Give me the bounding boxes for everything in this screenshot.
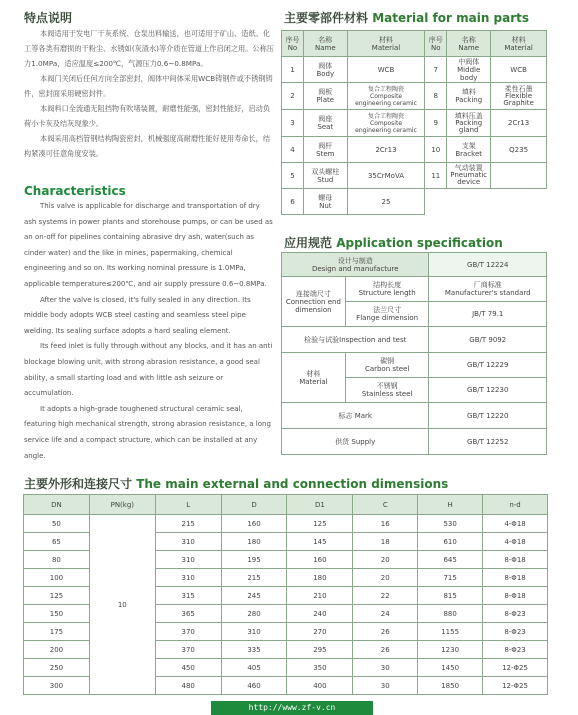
application-title bbox=[284, 234, 503, 251]
table-row bbox=[282, 163, 547, 189]
header-no: 序号 No bbox=[282, 31, 304, 57]
header-no: 序号 No bbox=[425, 31, 447, 57]
table-row bbox=[282, 353, 547, 378]
part-material: WCB bbox=[491, 57, 547, 83]
table-row bbox=[282, 429, 547, 455]
cell-d1: 270 bbox=[287, 623, 353, 641]
cell-dn: 80 bbox=[24, 551, 90, 569]
cell-h: 1850 bbox=[418, 677, 483, 695]
spec-label: 供货 Supply bbox=[282, 429, 429, 455]
cell-nd: 8-Φ23 bbox=[483, 623, 548, 641]
cell-c: 16 bbox=[353, 515, 418, 533]
footer-url[interactable]: http://www.zf-v.cn bbox=[211, 701, 373, 715]
part-no: 1 bbox=[282, 57, 304, 83]
empty-cell bbox=[425, 189, 447, 215]
part-material: Q235 bbox=[491, 137, 547, 163]
cell-l: 310 bbox=[155, 569, 221, 587]
materials-table bbox=[281, 30, 547, 215]
empty-cell bbox=[447, 189, 491, 215]
cell-d: 215 bbox=[221, 569, 287, 587]
cell-d1: 240 bbox=[287, 605, 353, 623]
cell-d: 180 bbox=[221, 533, 287, 551]
cell-c: 20 bbox=[353, 551, 418, 569]
cell-d1: 350 bbox=[287, 659, 353, 677]
characteristics-paragraph: This valve is applicable for discharge and transportation of dry ash systems in power plants and storehouse pumps, or can be used as an on-off for pipelines containing abrasive dry ash, water(such as cinder water) and the like in mines, papermaking, chemical engineering and so on. Its working nominal pressure is 1.0MPa, applicable temperature≤200℃, and air supply pressure 0.6~0.8MPa. bbox=[24, 202, 273, 288]
characteristics-title: Characteristics bbox=[24, 184, 126, 198]
spec-label: 设计与制造 Design and manufacture bbox=[282, 253, 429, 277]
cell-c: 30 bbox=[353, 659, 418, 677]
header-material: 材料 Material bbox=[347, 31, 425, 57]
cell-d: 310 bbox=[221, 623, 287, 641]
spec-label: 标志 Mark bbox=[282, 403, 429, 429]
cell-dn: 200 bbox=[24, 641, 90, 659]
part-material: 复合工程陶瓷 Composite engineering ceramic bbox=[347, 83, 425, 110]
part-name: 中阀体 Middle body bbox=[447, 57, 491, 83]
part-no: 11 bbox=[425, 163, 447, 189]
part-name: 填料压盖 Packing gland bbox=[447, 110, 491, 137]
spec-sublabel: 碳钢 Carbon steel bbox=[345, 353, 429, 378]
table-row bbox=[282, 189, 547, 215]
header-name: 名称 Name bbox=[447, 31, 491, 57]
table-row bbox=[282, 277, 547, 302]
cell-c: 20 bbox=[353, 569, 418, 587]
part-no: 8 bbox=[425, 83, 447, 110]
empty-cell bbox=[491, 189, 547, 215]
table-row bbox=[282, 137, 547, 163]
cell-d1: 125 bbox=[287, 515, 353, 533]
part-name: 阀座 Seat bbox=[303, 110, 347, 137]
cell-h: 1155 bbox=[418, 623, 483, 641]
table-row bbox=[282, 253, 547, 277]
materials-title-en: Material for main parts bbox=[372, 11, 530, 25]
table-row bbox=[282, 57, 547, 83]
part-name: 阀板 Plate bbox=[303, 83, 347, 110]
cell-d1: 145 bbox=[287, 533, 353, 551]
spec-value: GB/T 12220 bbox=[429, 403, 547, 429]
part-name: 支架 Bracket bbox=[447, 137, 491, 163]
table-row bbox=[282, 110, 547, 137]
spec-value: 厂商标准 Manufacturer's standard bbox=[429, 277, 547, 302]
part-no: 3 bbox=[282, 110, 304, 137]
cell-nd: 8-Φ18 bbox=[483, 569, 548, 587]
header-name: 名称 Name bbox=[303, 31, 347, 57]
cell-nd: 8-Φ18 bbox=[483, 551, 548, 569]
table-row bbox=[282, 83, 547, 110]
cell-h: 815 bbox=[418, 587, 483, 605]
cell-h: 1450 bbox=[418, 659, 483, 677]
spec-sublabel: 结构长度 Structure length bbox=[345, 277, 429, 302]
features-paragraph: 本阀料口全流通无阻挡物有吹堵装置，耐磨性能强，密封性能好，启动负荷小卡灰及结灰现象少。 bbox=[24, 104, 271, 128]
header-c: C bbox=[353, 495, 418, 515]
part-material bbox=[491, 163, 547, 189]
part-no: 6 bbox=[282, 189, 304, 215]
part-name: 气动装置 Pneumatic device bbox=[447, 163, 491, 189]
cell-dn: 300 bbox=[24, 677, 90, 695]
cell-nd: 4-Φ18 bbox=[483, 533, 548, 551]
part-name: 阀杆 Stem bbox=[303, 137, 347, 163]
characteristics-text bbox=[24, 199, 274, 464]
cell-dn: 250 bbox=[24, 659, 90, 677]
cell-d: 405 bbox=[221, 659, 287, 677]
part-no: 7 bbox=[425, 57, 447, 83]
cell-d: 195 bbox=[221, 551, 287, 569]
part-material: 复合工程陶瓷 Composite engineering ceramic bbox=[347, 110, 425, 137]
cell-dn: 125 bbox=[24, 587, 90, 605]
materials-title bbox=[284, 9, 529, 26]
part-name: 双头螺柱 Stud bbox=[303, 163, 347, 189]
cell-h: 880 bbox=[418, 605, 483, 623]
cell-nd: 12-Φ25 bbox=[483, 659, 548, 677]
part-name: 阀体 Body bbox=[303, 57, 347, 83]
cell-dn: 50 bbox=[24, 515, 90, 533]
cell-l: 310 bbox=[155, 551, 221, 569]
cell-d1: 400 bbox=[287, 677, 353, 695]
header-nd: n-d bbox=[483, 495, 548, 515]
cell-d: 335 bbox=[221, 641, 287, 659]
cell-l: 450 bbox=[155, 659, 221, 677]
features-text bbox=[24, 26, 274, 161]
cell-l: 365 bbox=[155, 605, 221, 623]
cell-c: 30 bbox=[353, 677, 418, 695]
features-paragraph: 本阀适用于发电厂干灰系统、仓泵出料输送，也可适用于矿山、造纸、化工等各类有磨损的干粉尘、水锈如(灰渣水)等介质在管道上作启闭之用。公称压力1.0MPa，适应温度≤200℃，气源压力0.6~0.8MPa。 bbox=[24, 29, 274, 68]
part-no: 5 bbox=[282, 163, 304, 189]
table-row bbox=[24, 515, 548, 533]
cell-c: 26 bbox=[353, 623, 418, 641]
cell-l: 370 bbox=[155, 623, 221, 641]
spec-label: 检验与试验Inspection and test bbox=[282, 327, 429, 353]
cell-nd: 12-Φ25 bbox=[483, 677, 548, 695]
cell-h: 1230 bbox=[418, 641, 483, 659]
cell-dn: 100 bbox=[24, 569, 90, 587]
part-no: 4 bbox=[282, 137, 304, 163]
cell-d: 460 bbox=[221, 677, 287, 695]
spec-label: 连接端尺寸 Connection end dimension bbox=[282, 277, 346, 327]
cell-dn: 150 bbox=[24, 605, 90, 623]
features-title: 特点说明 bbox=[24, 11, 73, 25]
application-table bbox=[281, 252, 547, 455]
characteristics-paragraph: Its feed inlet is fully through without any blocks, and it has an anti blockage blowing unit, with strong abrasion resistance, a good seal ability, a small starting load and with little ash seizure or accumulation. bbox=[24, 342, 273, 398]
cell-c: 24 bbox=[353, 605, 418, 623]
header-material: 材料 Material bbox=[491, 31, 547, 57]
header-d: D bbox=[221, 495, 287, 515]
part-material: 25 bbox=[347, 189, 425, 215]
part-material: 2Cr13 bbox=[347, 137, 425, 163]
part-name: 螺母 Nut bbox=[303, 189, 347, 215]
cell-dn: 65 bbox=[24, 533, 90, 551]
spec-label: 材料 Material bbox=[282, 353, 346, 403]
cell-l: 310 bbox=[155, 533, 221, 551]
features-paragraph: 本阀门关闭后任何方向全部密封，阀体中间体采用WCB铸钢件或不锈钢铸件，密封面采用硬密封件。 bbox=[24, 74, 273, 98]
materials-title-cn: 主要零部件材料 bbox=[284, 11, 369, 25]
cell-d1: 210 bbox=[287, 587, 353, 605]
part-material: 2Cr13 bbox=[491, 110, 547, 137]
cell-h: 715 bbox=[418, 569, 483, 587]
part-no: 2 bbox=[282, 83, 304, 110]
cell-c: 18 bbox=[353, 533, 418, 551]
characteristics-paragraph: It adopts a high-grade toughened structural ceramic seal, featuring high mechanical strength, strong abrasion resistance, a long service life and a compact structure, which can be installed at any angle. bbox=[24, 404, 271, 460]
cell-d: 280 bbox=[221, 605, 287, 623]
spec-value: JB/T 79.1 bbox=[429, 302, 547, 327]
cell-l: 370 bbox=[155, 641, 221, 659]
cell-d: 160 bbox=[221, 515, 287, 533]
cell-h: 645 bbox=[418, 551, 483, 569]
part-no: 9 bbox=[425, 110, 447, 137]
header-l: L bbox=[155, 495, 221, 515]
cell-c: 26 bbox=[353, 641, 418, 659]
dimensions-table bbox=[23, 494, 548, 695]
spec-value: GB/T 12252 bbox=[429, 429, 547, 455]
spec-sublabel: 不锈钢 Stainless steel bbox=[345, 378, 429, 403]
spec-value: GB/T 12224 bbox=[429, 253, 547, 277]
cell-l: 215 bbox=[155, 515, 221, 533]
cell-d1: 180 bbox=[287, 569, 353, 587]
cell-d1: 295 bbox=[287, 641, 353, 659]
cell-nd: 4-Φ18 bbox=[483, 515, 548, 533]
cell-l: 480 bbox=[155, 677, 221, 695]
cell-l: 315 bbox=[155, 587, 221, 605]
cell-pn: 10 bbox=[89, 515, 155, 695]
table-row bbox=[282, 403, 547, 429]
spec-value: GB/T 12230 bbox=[429, 378, 547, 403]
table-row bbox=[282, 327, 547, 353]
features-paragraph: 本阀采用高档管钢结构陶瓷密封，机械强度高耐磨性能好使用寿命长，结构紧凑可任意角度安装。 bbox=[24, 134, 271, 158]
header-pn: PN(kg) bbox=[89, 495, 155, 515]
part-no: 10 bbox=[425, 137, 447, 163]
cell-c: 22 bbox=[353, 587, 418, 605]
dimensions-title-cn: 主要外形和连接尺寸 bbox=[24, 477, 133, 491]
part-material: 35CrMoVA bbox=[347, 163, 425, 189]
characteristics-paragraph: After the valve is closed, it's fully sealed in any direction. Its middle body adopts WCB steel casting and seamless steel pipe welding. Its sealing surface adopts a hard sealing element. bbox=[24, 295, 251, 335]
cell-d1: 160 bbox=[287, 551, 353, 569]
cell-h: 530 bbox=[418, 515, 483, 533]
cell-h: 610 bbox=[418, 533, 483, 551]
dimensions-title bbox=[24, 475, 448, 492]
header-dn: DN bbox=[24, 495, 90, 515]
part-material: 柔性石墨 Flexible Graphite bbox=[491, 83, 547, 110]
application-title-en: Application specification bbox=[336, 236, 503, 250]
header-h: H bbox=[418, 495, 483, 515]
spec-value: GB/T 9092 bbox=[429, 327, 547, 353]
dimensions-title-en: The main external and connection dimensions bbox=[136, 477, 449, 491]
dimensions-header-row bbox=[24, 495, 548, 515]
part-material: WCB bbox=[347, 57, 425, 83]
cell-nd: 8-Φ23 bbox=[483, 641, 548, 659]
cell-d: 245 bbox=[221, 587, 287, 605]
application-title-cn: 应用规范 bbox=[284, 236, 333, 250]
cell-nd: 8-Φ23 bbox=[483, 605, 548, 623]
materials-header-row bbox=[282, 31, 547, 57]
spec-value: GB/T 12229 bbox=[429, 353, 547, 378]
cell-nd: 8-Φ18 bbox=[483, 587, 548, 605]
cell-dn: 175 bbox=[24, 623, 90, 641]
header-d1: D1 bbox=[287, 495, 353, 515]
spec-sublabel: 法兰尺寸 Flange dimension bbox=[345, 302, 429, 327]
part-name: 填料 Packing bbox=[447, 83, 491, 110]
